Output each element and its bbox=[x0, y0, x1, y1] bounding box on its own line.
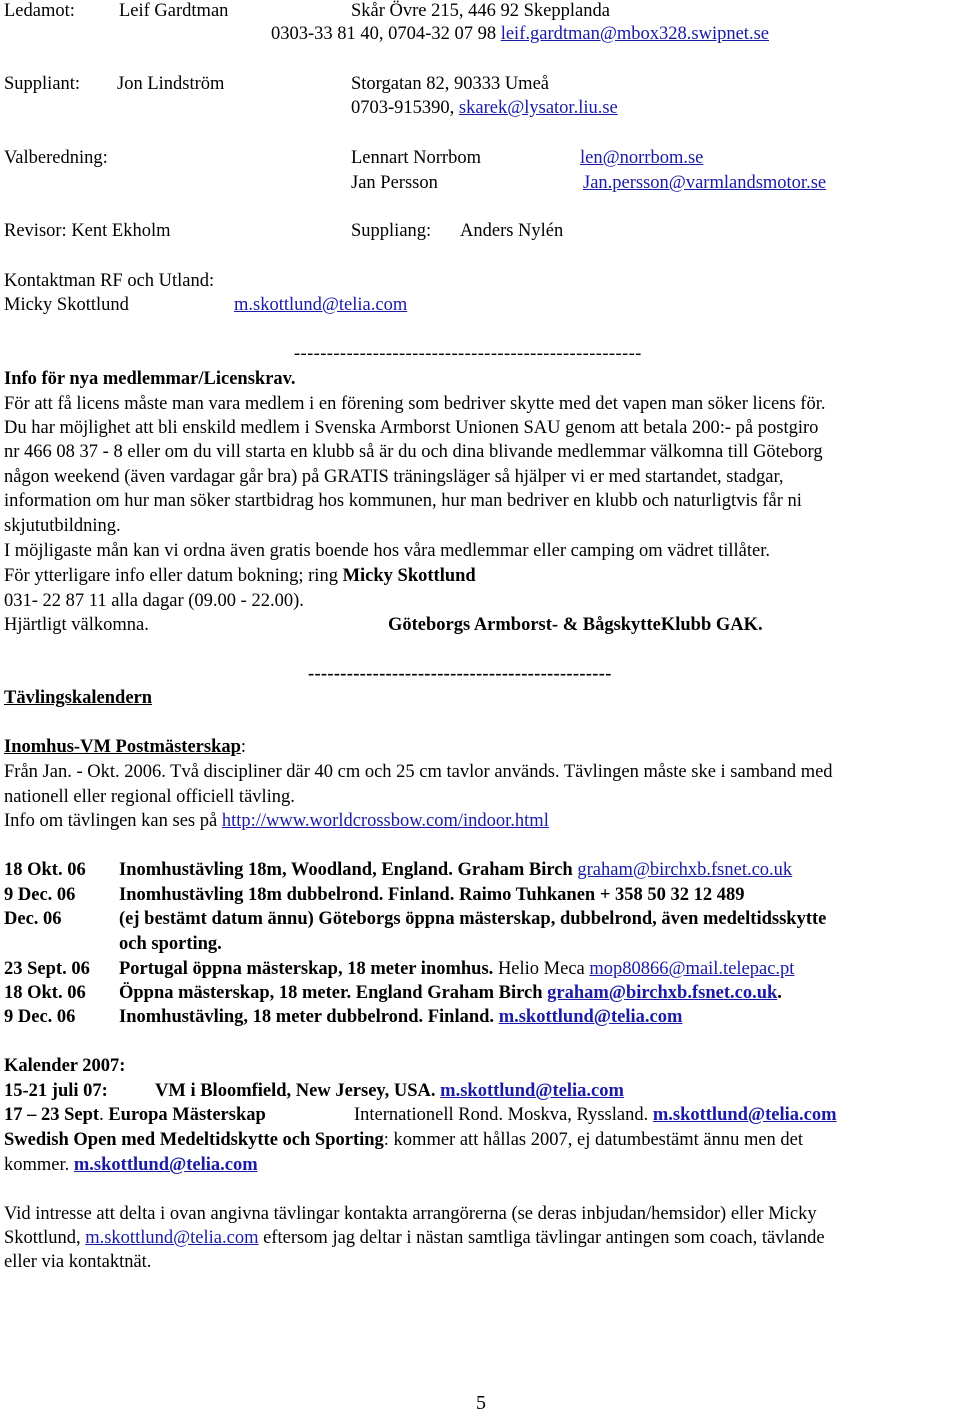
info-phone-line: 031- 22 87 11 alla dagar (09.00 - 22.00). bbox=[4, 591, 304, 611]
event-1-text: Inomhustävling 18m, Woodland, England. Graham Birch bbox=[119, 860, 578, 880]
info-more-line bbox=[4, 565, 476, 587]
vm-line-2: nationell eller regional officiell tävling. bbox=[4, 787, 295, 807]
cal2007-row-3-text-2: kommer. bbox=[4, 1155, 74, 1175]
kontakt-email-link[interactable]: m.skottlund@telia.com bbox=[234, 295, 408, 315]
cal2007-row-3-text: : kommer att hållas 2007, ej datumbestämt ännu men det bbox=[383, 1130, 804, 1150]
info-line-7: I möjligaste mån kan vi ordna även gratis boende hos våra medlemmar eller camping om vädret tillåter. bbox=[4, 541, 770, 561]
event-2-date: 9 Dec. 06 bbox=[4, 885, 76, 905]
suppliant-name: Jon Lindström bbox=[117, 74, 225, 94]
cal2007-row-3-line bbox=[4, 1129, 803, 1151]
info-more-name: Micky Skottlund bbox=[342, 566, 476, 586]
event-6-date: 9 Dec. 06 bbox=[4, 1007, 76, 1027]
suppliant-email-link[interactable]: skarek@lysator.liu.se bbox=[458, 98, 618, 118]
calendar-title: Tävlingskalendern bbox=[4, 688, 153, 708]
info-club-name: Göteborgs Armborst- & BågskytteKlubb GAK. bbox=[388, 615, 763, 635]
event-4-contact: Helio Meca bbox=[493, 959, 590, 979]
page-number: 5 bbox=[476, 1392, 486, 1414]
event-5-date: 18 Okt. 06 bbox=[4, 983, 86, 1003]
cal2007-row-2-date: 17 – 23 Sept bbox=[4, 1105, 100, 1125]
cal2007-title: Kalender 2007: bbox=[4, 1056, 126, 1076]
valberedning-email-2-link[interactable]: Jan.persson@varmlandsmotor.se bbox=[583, 173, 827, 193]
ledamot-name: Leif Gardtman bbox=[119, 1, 229, 21]
event-1-link[interactable]: graham@birchxb.fsnet.co.uk bbox=[577, 860, 793, 880]
divider-1: ----------------------------------------------------- bbox=[294, 344, 642, 364]
event-4-date: 23 Sept. 06 bbox=[4, 959, 90, 979]
vm-line-1: Från Jan. - Okt. 2006. Två discipliner där 40 cm och 25 cm tavlor används. Tävlingen måste ske i samband med bbox=[4, 762, 833, 782]
suppliant-phones: 0703-915390, bbox=[351, 98, 459, 118]
ledamot-phones: 0303-33 81 40, 0704-32 07 98 bbox=[271, 24, 501, 44]
vm-info-link[interactable]: http://www.worldcrossbow.com/indoor.html bbox=[221, 811, 549, 831]
vm-line-3 bbox=[4, 810, 549, 832]
event-6-text: Inomhustävling, 18 meter dubbelrond. Finland. bbox=[119, 1007, 499, 1027]
ledamot-address: Skår Övre 215, 446 92 Skepplanda bbox=[351, 1, 610, 21]
info-welcome: Hjärtligt välkomna. bbox=[4, 615, 149, 635]
event-1-date: 18 Okt. 06 bbox=[4, 860, 86, 880]
kontakt-label: Kontaktman RF och Utland: bbox=[4, 271, 215, 291]
closing-line-2a: Skottlund, bbox=[4, 1228, 86, 1248]
cal2007-row-1-text: VM i Bloomfield, New Jersey, USA. bbox=[155, 1081, 441, 1101]
event-3-text: (ej bestämt datum ännu) Göteborgs öppna mästerskap, dubbelrond, även medeltidsskytte bbox=[119, 909, 827, 929]
closing-line-3: eller via kontaktnät. bbox=[4, 1252, 152, 1272]
event-2-text: Inomhustävling 18m dubbelrond. Finland. Raimo Tuhkanen + 358 50 32 12 489 bbox=[119, 885, 745, 905]
event-3-date: Dec. 06 bbox=[4, 909, 62, 929]
vm-info-text: Info om tävlingen kan ses på bbox=[4, 811, 222, 831]
cal2007-row-2-desc: Internationell Rond. Moskva, Ryssland. bbox=[354, 1105, 653, 1125]
closing-line-2 bbox=[4, 1227, 825, 1249]
revisor-label: Revisor: Kent Ekholm bbox=[4, 221, 171, 241]
event-4-link[interactable]: mop80866@mail.telepac.pt bbox=[589, 959, 795, 979]
event-3-text-2: och sporting. bbox=[119, 934, 222, 954]
info-line-3: nr 466 08 37 - 8 eller om du vill starta en klubb så är du och dina blivande medlemmar välkomna till Göteborg bbox=[4, 442, 823, 462]
event-1-line bbox=[119, 859, 792, 881]
info-line-2: Du har möjlighet att bli enskild medlem i Svenska Armborst Unionen SAU genom att betala 200:- på postgiro bbox=[4, 418, 819, 438]
info-line-5: information om hur man söker startbidrag hos kommunen, hur man bedriver en klubb och naturligtvis får ni bbox=[4, 491, 802, 511]
vm-colon: : bbox=[240, 737, 247, 757]
cal2007-row-2-link[interactable]: m.skottlund@telia.com bbox=[652, 1105, 837, 1125]
suppliant-address: Storgatan 82, 90333 Umeå bbox=[351, 74, 549, 94]
info-heading: Info för nya medlemmar/Licenskrav. bbox=[4, 369, 296, 389]
ledamot-email-link[interactable]: leif.gardtman@mbox328.swipnet.se bbox=[500, 24, 769, 44]
ledamot-label: Ledamot: bbox=[4, 1, 75, 21]
cal2007-row-2-dot: . bbox=[99, 1105, 109, 1125]
suppliang-name: Anders Nylén bbox=[460, 221, 564, 241]
suppliang-label: Suppliang: bbox=[351, 221, 432, 241]
event-5-link[interactable]: graham@birchxb.fsnet.co.uk bbox=[547, 983, 778, 1003]
event-4-text: Portugal öppna mästerskap, 18 meter inomhus. bbox=[119, 959, 494, 979]
event-6-link[interactable]: m.skottlund@telia.com bbox=[498, 1007, 683, 1027]
vm-title-line bbox=[4, 736, 246, 758]
info-line-4: någon weekend (även vardagar går bra) på GRATIS träningsläger så hjälper vi er med startandet, stadgar, bbox=[4, 467, 784, 487]
closing-line-1: Vid intresse att delta i ovan angivna tävlingar kontakta arrangörerna (se deras inbjudan/hemsidor) eller Micky bbox=[4, 1204, 817, 1224]
closing-line-2b: eftersom jag deltar i nästan samtliga tävlingar antingen som coach, tävlande bbox=[258, 1228, 825, 1248]
divider-2: ----------------------------------------------- bbox=[308, 664, 612, 684]
valberedning-name-1: Lennart Norrbom bbox=[351, 148, 481, 168]
valberedning-email-1-link[interactable]: len@norrbom.se bbox=[580, 148, 704, 168]
suppliant-label: Suppliant: bbox=[4, 74, 81, 94]
valberedning-name-2: Jan Persson bbox=[351, 173, 438, 193]
info-line-1: För att få licens måste man vara medlem i en förening som bedriver skytte med det vapen man söker licens för. bbox=[4, 394, 826, 414]
event-5-text: Öppna mästerskap, 18 meter. England Graham Birch bbox=[119, 983, 548, 1003]
cal2007-row-1-link[interactable]: m.skottlund@telia.com bbox=[440, 1081, 624, 1101]
cal2007-row-2-text: Europa Mästerskap bbox=[108, 1105, 266, 1125]
kontakt-name: Micky Skottlund bbox=[4, 295, 129, 315]
event-4-line bbox=[119, 958, 794, 980]
cal2007-row-2-date-line bbox=[4, 1104, 266, 1126]
suppliant-contact-line bbox=[351, 97, 618, 119]
cal2007-row-3-link[interactable]: m.skottlund@telia.com bbox=[73, 1155, 258, 1175]
cal2007-row-2-line bbox=[354, 1104, 837, 1126]
cal2007-row-1-line bbox=[155, 1080, 624, 1102]
cal2007-row-3-bold: Swedish Open med Medeltidskytte och Sporting bbox=[4, 1130, 384, 1150]
valberedning-label: Valberedning: bbox=[4, 148, 108, 168]
event-6-line bbox=[119, 1006, 682, 1028]
cal2007-row-3-line-2 bbox=[4, 1154, 258, 1176]
cal2007-row-1-date: 15-21 juli 07: bbox=[4, 1081, 108, 1101]
info-more-text: För ytterligare info eller datum bokning; ring bbox=[4, 566, 343, 586]
vm-title: Inomhus-VM Postmästerskap bbox=[4, 737, 241, 757]
event-5-line: Öppna mästerskap, 18 meter. England Graham Birch graham@birchxb.fsnet.co.uk. bbox=[119, 983, 782, 1003]
closing-email-link[interactable]: m.skottlund@telia.com bbox=[85, 1228, 259, 1248]
info-line-6: skjututbildning. bbox=[4, 516, 121, 536]
ledamot-contact-line bbox=[271, 23, 769, 45]
